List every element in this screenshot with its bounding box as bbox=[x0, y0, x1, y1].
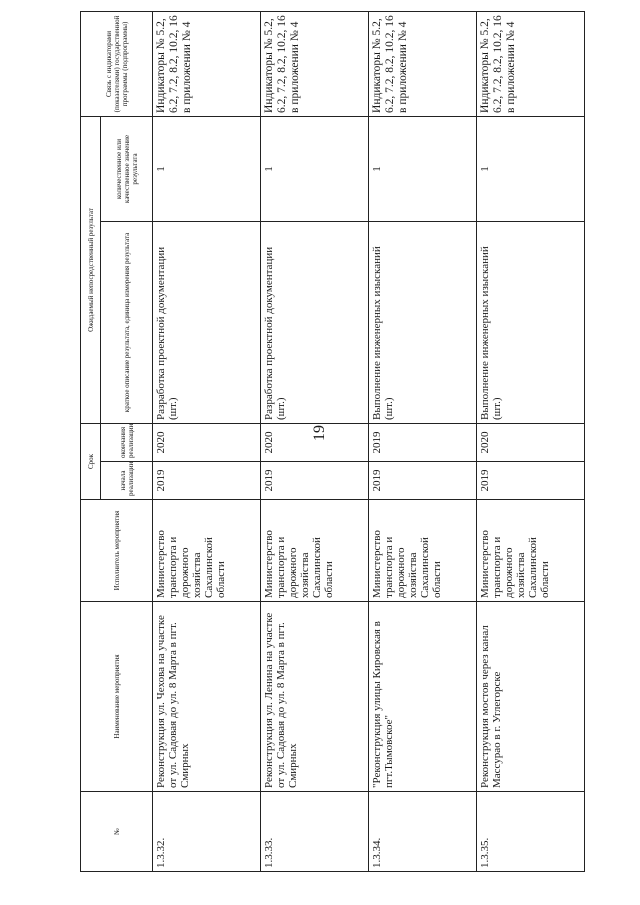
row-end: 2020 bbox=[261, 423, 369, 461]
header-result-value: количественное или качественное значение результата bbox=[101, 116, 153, 221]
table-row bbox=[153, 11, 261, 871]
row-result-value: 1 bbox=[369, 116, 477, 221]
row-indicators: Индикаторы № 5.2, 6.2, 7.2, 8.2, 10.2, 16 в приложении № 4 bbox=[369, 11, 477, 116]
row-number: 1.3.33. bbox=[261, 792, 369, 872]
page-number: 19 bbox=[311, 425, 328, 441]
header-link: Связь с индикаторами (показателями) государственной программы (подпрограммы) bbox=[81, 11, 153, 116]
header-term-end: окончания реализации bbox=[101, 423, 153, 461]
row-name: Реконструкция мостов через канал Массурао в г. Углегорске bbox=[477, 602, 585, 792]
table-row bbox=[477, 11, 585, 871]
row-executor: Министерство транспорта и дорожного хозяйства Сахалинской области bbox=[369, 500, 477, 602]
rotated-table-frame bbox=[80, 12, 585, 872]
row-start: 2019 bbox=[477, 462, 585, 500]
row-result-desc: Выполнение инженерных изысканий (шт.) bbox=[477, 221, 585, 423]
row-result-desc: Выполнение инженерных изысканий (шт.) bbox=[369, 221, 477, 423]
header-term: Срок bbox=[81, 423, 101, 499]
row-name: Реконструкция ул. Ленина на участке от ул. Садовая до ул. 8 Марта в пгт. Смирных bbox=[261, 602, 369, 792]
row-result-value: 1 bbox=[477, 116, 585, 221]
row-executor: Министерство транспорта и дорожного хозяйства Сахалинской области bbox=[153, 500, 261, 602]
row-end: 2020 bbox=[153, 423, 261, 461]
row-end: 2020 bbox=[477, 423, 585, 461]
header-result: Ожидаемый непосредственный результат bbox=[81, 116, 101, 423]
row-start: 2019 bbox=[261, 462, 369, 500]
row-indicators: Индикаторы № 5.2, 6.2, 7.2, 8.2, 10.2, 16 в приложении № 4 bbox=[477, 11, 585, 116]
measures-table bbox=[80, 11, 585, 872]
row-name: "Реконструкция улицы Кировская в пгт.Тымовское" bbox=[369, 602, 477, 792]
header-executor: Исполнитель мероприятия bbox=[81, 500, 153, 602]
header-term-start: начала реализации bbox=[101, 462, 153, 500]
row-result-desc: Разработка проектной документации (шт.) bbox=[153, 221, 261, 423]
row-number: 1.3.34. bbox=[369, 792, 477, 872]
row-start: 2019 bbox=[153, 462, 261, 500]
row-result-value: 1 bbox=[153, 116, 261, 221]
table-row bbox=[369, 11, 477, 871]
row-result-desc: Разработка проектной документации (шт.) bbox=[261, 221, 369, 423]
row-executor: Министерство транспорта и дорожного хозяйства Сахалинской области bbox=[261, 500, 369, 602]
row-result-value: 1 bbox=[261, 116, 369, 221]
row-indicators: Индикаторы № 5.2, 6.2, 7.2, 8.2, 10.2, 16 в приложении № 4 bbox=[261, 11, 369, 116]
row-indicators: Индикаторы № 5.2, 6.2, 7.2, 8.2, 10.2, 16 в приложении № 4 bbox=[153, 11, 261, 116]
row-end: 2019 bbox=[369, 423, 477, 461]
row-number: 1.3.35. bbox=[477, 792, 585, 872]
row-executor: Министерство транспорта и дорожного хозяйства Сахалинской области bbox=[477, 500, 585, 602]
header-name: Наименование мероприятия bbox=[81, 602, 153, 792]
header-result-desc: краткое описание результата, единица измерения результата bbox=[101, 221, 153, 423]
row-number: 1.3.32. bbox=[153, 792, 261, 872]
header-num: № bbox=[81, 792, 153, 872]
row-start: 2019 bbox=[369, 462, 477, 500]
table-row bbox=[261, 11, 369, 871]
row-name: Реконструкция ул. Чехова на участке от ул. Садовая до ул. 8 Марта в пгт. Смирных bbox=[153, 602, 261, 792]
